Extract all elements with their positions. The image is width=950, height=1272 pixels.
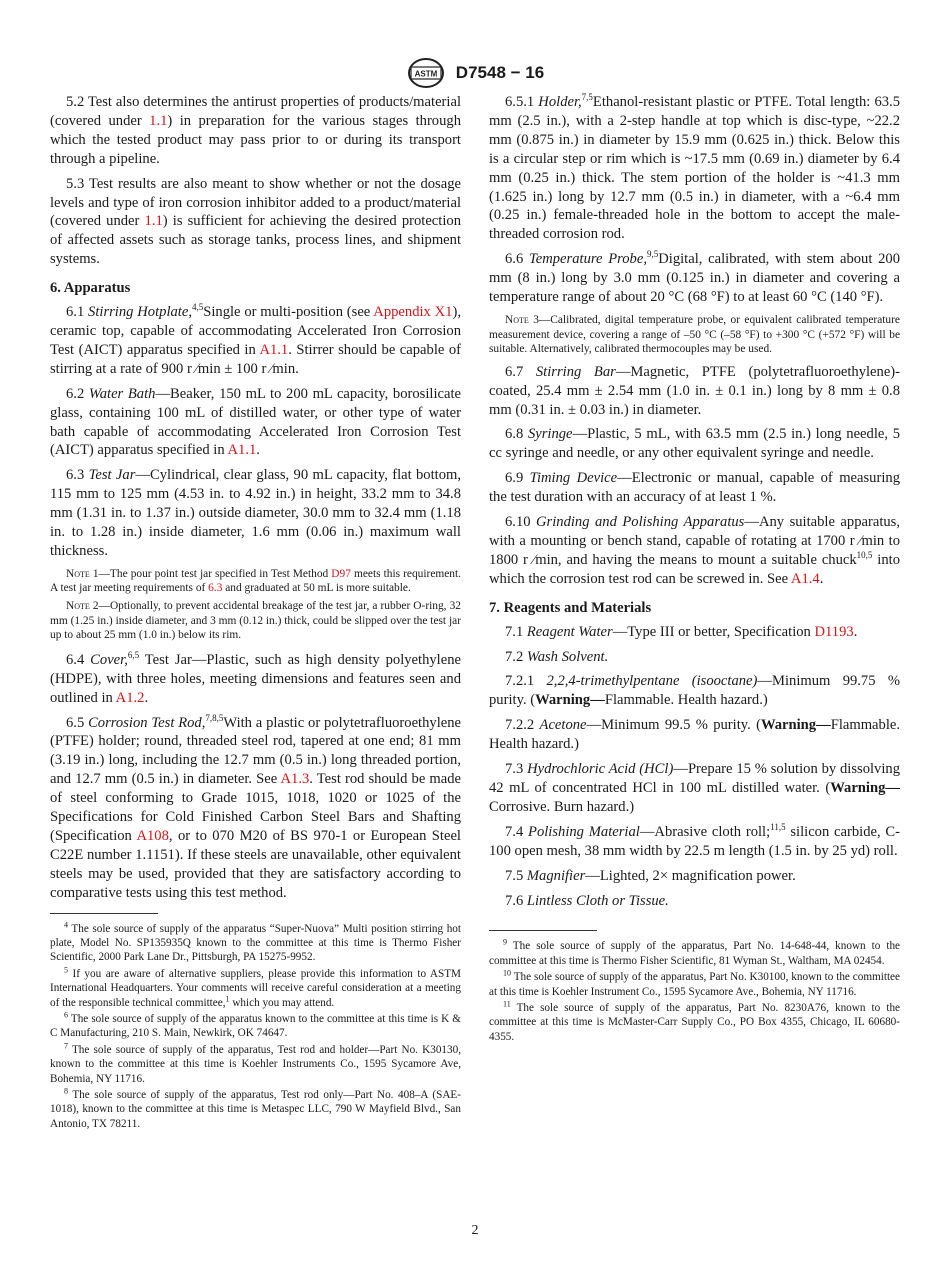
section-6-1: 6.1 Stirring Hotplate,$^{4,5}$Single or multi-position (see Appendix X1), ceramic top, capable of accommodating Accelerated Iron Corrosion Test (AICT) apparatus specified in A1.1. Stirrer should be capable of stirring at a rate of 900 r ⁄min ± 100 r ⁄min. bbox=[50, 302, 461, 377]
section-6-6: 6.6 Temperature Probe,$^{9,5}$Digital, calibrated, with stem about 200 mm (8 in.) long by 3.0 mm (0.125 in.) in diameter and covering a temperature range of about 20 °C (68 °F) to at least 60 °C (140 °F). bbox=[489, 249, 901, 306]
section-6-10: 6.10 Grinding and Polishing Apparatus—Any suitable apparatus, with a mounting or bench stand, capable of rotating at 1700 r ⁄min to 1800 r ⁄min, and having the means to mount a suitable chuck$^{10,5}$ into which the corrosion test rod can be screwed in. See A1.4. bbox=[489, 514, 900, 587]
section-6-3: 6.3 Test Jar—Cylindrical, clear glass, 90 mL capacity, flat bottom, 115 mm to 125 mm (4.53 in. to 4.92 in.) in height, 33.2 mm to 34.8 mm (1.31 in. to 1.37 in.) outside diameter, 30.0 mm to 32.4 mm (1.18 in. to 1.28 in.) inside diameter, 1.6 mm (0.06 in.) maximum wall thickness. bbox=[50, 467, 461, 559]
footnote-9: $^9$ The sole source of supply of the apparatus, Part No. 14-648-44, known to the committee at this time is Thermo Fisher Scientific, 81 Wyman St., Waltham, MA 02454. bbox=[489, 937, 900, 967]
footnote-6: $^6$ The sole source of supply of the apparatus known to the committee at this time is K & C Manufacturing, 210 S. Main, Newkirk, OK 74647. bbox=[50, 1010, 461, 1040]
section-6-8: 6.8 Syringe—Plastic, 5 mL, with 63.5 mm (2.5 in.) long needle, 5 cc syringe and needle, or any other equivalent syringe and needle. bbox=[489, 426, 901, 462]
ref-link[interactable]: A1.2 bbox=[115, 689, 145, 706]
footnote-4: $^4$ The sole source of supply of the apparatus “Super-Nuova” Multi position stirring hot plate, Model No. SP135935Q known to the committee at this time is Thermo Fisher Scientific, 2000 Park Lane Dr., Pittsburgh, PA 15275-9952. bbox=[50, 919, 461, 964]
section-6-5: 6.5 Corrosion Test Rod,$^{7,8,5}$With a plastic or polytetrafluoroethylene (PTFE) holder; round, threaded steel rod, tapered at one end; 81 mm (3.19 in.) long, including the 12.7 mm (0.5 in.) long threaded portion, and 12.7 mm (0.5 in.) in diameter. See A1.3. Test rod should be made of steel conforming to Grade 1015, 1018, 1020 or 1025 of the Specifications for Cold Finished Carbon Steel Bars and Shafting (Specification A108, or to 070 M20 of BS 970-1 or European Steel C22E number 1.1151). If these steels are unavailable, other equivalent steels may be used, provided that they are satisfactory according to comparative tests using this test method. bbox=[50, 712, 462, 901]
ref-link[interactable]: 6.3 bbox=[208, 582, 223, 595]
heading-reagents: 7. Reagents and Materials bbox=[489, 599, 652, 616]
section-6-9: 6.9 Timing Device—Electronic or manual, capable of measuring the test duration with an accuracy of at least 1 %. bbox=[489, 470, 900, 506]
ref-link[interactable]: 1.1 bbox=[149, 112, 168, 129]
ref-link[interactable]: A1.4 bbox=[790, 570, 820, 587]
ref-link[interactable]: A1.1 bbox=[227, 442, 257, 459]
ref-link[interactable]: A1.1 bbox=[259, 341, 289, 358]
footnote-10: $^{10}$ The sole source of supply of the apparatus, Part No. K30100, known to the committee at this time is Koehler Instrument Co., 1595 Sycamore Ave., Bohemia, NY 11716. bbox=[489, 968, 900, 998]
section-7-4: 7.4 Polishing Material—Abrasive cloth roll;$^{11,5}$ silicon carbide, C-100 open mesh, 38 mm width by 22.5 m length (1.5 in. by 25 yd) roll. bbox=[489, 821, 901, 859]
footnote-11: $^{11}$ The sole source of supply of the apparatus, Part No. 8230A76, known to the committee at this time is McMaster-Carr Supply Co., PO Box 4355, Chicago, IL 60680-4355. bbox=[489, 999, 900, 1043]
ref-link[interactable]: 1.1 bbox=[144, 213, 163, 230]
page-header bbox=[0, 57, 950, 89]
left-column bbox=[50, 93, 461, 1133]
ref-link[interactable]: A1.3 bbox=[280, 771, 310, 788]
note-1: Note 1—The pour point test jar specified in Test Method D97 meets this requirement. A test jar meeting requirements of 6.3 and graduated at 50 mL is more suitable. bbox=[50, 567, 461, 595]
section-7-2: 7.2 Wash Solvent. bbox=[505, 648, 609, 665]
footnote-8: $^8$ The sole source of supply of the apparatus, Test rod only—Part No. 408–A (SAE-1018), known to the committee at this time is Metaspec LLC, 790 W Mayfield Blvd., San Antonio, TX 78211. bbox=[50, 1086, 461, 1130]
heading-apparatus: 6. Apparatus bbox=[50, 280, 131, 297]
footnote-divider bbox=[489, 930, 597, 931]
section-7-2-2: 7.2.2 Acetone—Minimum 99.5 % purity. (Warning—Flammable. Health hazard.) bbox=[489, 717, 901, 753]
footnote-5: $^5$ If you are aware of alternative suppliers, please provide this information to ASTM International Headquarters. Your comments will receive careful consideration at a meeting of the responsible technical committee,$^1$ which you may attend. bbox=[50, 965, 461, 1009]
section-5-2: 5.2 Test also determines the antirust properties of products/material (covered under 1.1) in preparation for the various stages through which the tested product may pass prior to or during its transport through a pipeline. bbox=[50, 94, 461, 167]
section-7-5: 7.5 Magnifier—Lighted, 2× magnification power. bbox=[505, 867, 796, 884]
svg-text:ASTM: ASTM bbox=[414, 69, 438, 79]
section-7-3: 7.3 Hydrochloric Acid (HCl)—Prepare 15 % solution by dissolving 42 mL of concentrated HCl in 100 mL distilled water. (Warning—Corrosive. Burn hazard.) bbox=[489, 761, 900, 815]
section-6-5-1: 6.5.1 Holder,$^{7,5}$Ethanol-resistant plastic or PTFE. Total length: 63.5 mm (2.5 in.), with a 2-step handle at top which is disc-type, ~22.2 mm (0.875 in.) in diameter by 15.9 mm (0.625 in.) thick. Below this is a circular step or rim which is ~17.5 mm (0.69 in.) diameter by 6.4 mm (0.25 in.) thick. The stem portion of the holder is ~41.3 mm (1.625 in.) long by 12.7 mm (0.5 in.) in diameter, with a ~6.4 mm (0.25 in.) female-threaded hole in the bottom to accept the male-threaded corrosion rod. bbox=[489, 92, 900, 243]
page-number: 2 bbox=[471, 1223, 479, 1238]
ref-link[interactable]: D97 bbox=[331, 567, 351, 580]
right-column bbox=[489, 93, 900, 1046]
note-3: Note 3—Calibrated, digital temperature probe, or equivalent calibrated temperature measurement device, covering a range of –50 °C (–58 °F) to +300 °C (+572 °F) will be suitable. Alternatively, calibrated thermocouples may be used. bbox=[489, 313, 900, 356]
section-6-2: 6.2 Water Bath—Beaker, 150 mL to 200 mL capacity, borosilicate glass, containing 100 mL of distilled water, or other type of water bath capable of accommodating Accelerated Iron Corrosion Test (AICT) apparatus specified in A1.1. bbox=[50, 385, 461, 459]
ref-link[interactable]: Appendix X1 bbox=[373, 304, 453, 321]
section-6-7: 6.7 Stirring Bar—Magnetic, PTFE (polytetrafluoroethylene)-coated, 25.4 mm ± 2.54 mm (1.0 in. ± 0.1 in.) long by 8 mm ± 0.8 mm (0.31 in. ± 0.03 in.) in diameter. bbox=[489, 363, 901, 418]
section-6-4: 6.4 Cover,$^{6,5}$ Test Jar—Plastic, such as high density polyethylene (HDPE), with three holes, meeting dimensions and features seen and outlined in A1.2. bbox=[50, 649, 461, 706]
section-7-6: 7.6 Lintless Cloth or Tissue. bbox=[505, 892, 669, 909]
astm-logo-icon bbox=[406, 57, 446, 89]
ref-link[interactable]: D1193 bbox=[814, 623, 854, 640]
section-7-1: 7.1 Reagent Water—Type III or better, Specification D1193. bbox=[505, 623, 858, 640]
footnote-7: $^7$ The sole source of supply of the apparatus, Test rod and holder—Part No. K30130, known to the committee at this time is Koehler Instruments Co., 1595 Sycamore Ave, Bohemia, NY 11716. bbox=[50, 1041, 461, 1085]
document-designation: D7548 − 16 bbox=[455, 63, 545, 82]
ref-link[interactable]: A108 bbox=[136, 827, 169, 844]
section-7-2-1: 7.2.1 2,2,4-trimethylpentane (isooctane)—Minimum 99.75 % purity. (Warning—Flammable. Health hazard.) bbox=[489, 673, 900, 709]
section-5-3: 5.3 Test results are also meant to show whether or not the dosage levels and type of iron corrosion inhibitor added to a product/material (covered under 1.1) is sufficient for achieving the desired protection of affected assets such as storage tanks, process lines, and shipment systems. bbox=[50, 175, 461, 268]
note-2: Note 2—Optionally, to prevent accidental breakage of the test jar, a rubber O-ring, 32 mm (1.25 in.) inside diameter, and 3 mm (0.12 in.) thick, could be slipped over the test jar up to about 25 mm (1.0 in.) below its rim. bbox=[50, 600, 461, 642]
footnote-divider bbox=[50, 913, 158, 914]
